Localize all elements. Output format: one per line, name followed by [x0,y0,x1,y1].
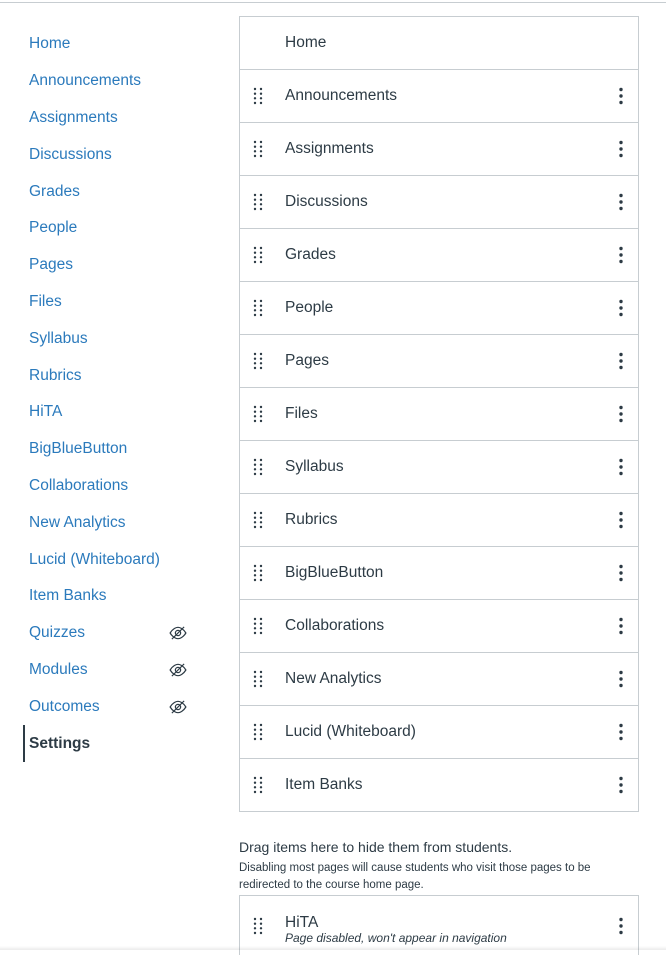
sidebar-item-label: Settings [29,734,91,752]
drag-handle-icon[interactable] [252,617,264,635]
sidebar-item-label: Quizzes [29,624,85,642]
drag-handle-icon[interactable] [252,246,264,264]
sidebar-item-label: People [29,219,78,237]
drag-handle-icon[interactable] [252,299,264,317]
drag-handle-icon[interactable] [252,87,264,105]
nav-config-label: Collaborations [285,617,385,634]
nav-config-label: Assignments [285,140,374,157]
nav-config-row-bigbluebutton[interactable] [240,547,638,600]
drag-handle-icon[interactable] [252,511,264,529]
sidebar-item-lucid-whiteboard[interactable] [0,541,205,578]
course-navigation [0,26,205,762]
sidebar-item-assignments[interactable] [0,100,205,137]
drag-handle-icon[interactable] [252,670,264,688]
nav-config-row-item-banks[interactable] [240,759,638,812]
sidebar-item-outcomes[interactable] [0,688,205,725]
top-divider [0,2,666,3]
sidebar-item-label: Announcements [29,72,142,90]
nav-config-row-syllabus[interactable] [240,441,638,494]
kebab-menu-icon[interactable] [616,510,626,530]
bottom-shadow [0,946,666,950]
enabled-nav-list [239,16,639,812]
sidebar-item-label: Outcomes [29,697,100,715]
sidebar-item-modules[interactable] [0,652,205,689]
kebab-menu-icon[interactable] [616,404,626,424]
nav-config-label: People [285,299,334,316]
sidebar-item-new-analytics[interactable] [0,504,205,541]
kebab-menu-icon[interactable] [616,351,626,371]
kebab-menu-icon[interactable] [616,245,626,265]
nav-config-label: Announcements [285,87,398,104]
eye-slash-icon [169,663,187,677]
nav-config-row-assignments[interactable] [240,123,638,176]
sidebar-item-label: Grades [29,182,80,200]
sidebar-item-hita[interactable] [0,394,205,431]
nav-config-row-announcements[interactable] [240,70,638,123]
sidebar-item-home[interactable] [0,26,205,63]
sidebar-item-label: BigBlueButton [29,440,128,458]
disabled-item-label: HiTA [285,914,319,931]
nav-config-label: Syllabus [285,458,344,475]
nav-config-label: Pages [285,352,329,369]
sidebar-item-label: Assignments [29,108,118,126]
nav-config-label: Discussions [285,193,368,210]
sidebar-item-syllabus[interactable] [0,320,205,357]
disabled-item-note: Page disabled, won't appear in navigation [285,931,507,945]
sidebar-item-discussions[interactable] [0,136,205,173]
nav-config-row-files[interactable] [240,388,638,441]
sidebar-item-rubrics[interactable] [0,357,205,394]
nav-config-label: BigBlueButton [285,564,384,581]
sidebar-item-label: New Analytics [29,513,126,531]
kebab-menu-icon[interactable] [616,669,626,689]
sidebar-item-grades[interactable] [0,173,205,210]
hidden-items-note: Disabling most pages will cause students who visit those pages to be redirected to the course home page. [239,862,591,891]
drag-handle-icon[interactable] [252,405,264,423]
sidebar-item-item-banks[interactable] [0,578,205,615]
hidden-items-instructions [239,838,639,894]
nav-config-label: Files [285,405,318,422]
sidebar-item-settings[interactable] [0,725,205,762]
sidebar-item-pages[interactable] [0,247,205,284]
drag-handle-icon[interactable] [252,917,264,935]
drag-handle-icon[interactable] [252,776,264,794]
kebab-menu-icon[interactable] [616,86,626,106]
nav-config-row-grades[interactable] [240,229,638,282]
kebab-menu-icon[interactable] [616,563,626,583]
drag-handle-icon[interactable] [252,458,264,476]
eye-slash-icon [169,700,187,714]
nav-config-row-lucid-whiteboard[interactable] [240,706,638,759]
nav-config-row-new-analytics[interactable] [240,653,638,706]
sidebar-item-announcements[interactable] [0,63,205,100]
drag-handle-icon[interactable] [252,140,264,158]
kebab-menu-icon[interactable] [616,192,626,212]
sidebar-item-people[interactable] [0,210,205,247]
nav-config-row-home [240,17,638,70]
nav-config-label: New Analytics [285,670,382,687]
kebab-menu-icon[interactable] [616,616,626,636]
drag-handle-icon[interactable] [252,352,264,370]
sidebar-item-label: Lucid (Whiteboard) [29,550,160,568]
nav-config-row-discussions[interactable] [240,176,638,229]
sidebar-item-quizzes[interactable] [0,615,205,652]
eye-slash-icon [169,626,187,640]
kebab-menu-icon[interactable] [616,722,626,742]
sidebar-item-label: Discussions [29,145,112,163]
sidebar-item-label: Syllabus [29,329,88,347]
sidebar-item-label: Item Banks [29,587,107,605]
nav-config-label: Item Banks [285,776,363,793]
nav-config-label: Grades [285,246,336,263]
drag-handle-icon[interactable] [252,564,264,582]
kebab-menu-icon[interactable] [616,139,626,159]
drag-handle-icon[interactable] [252,723,264,741]
sidebar-item-label: Collaborations [29,476,129,494]
drag-handle-icon[interactable] [252,193,264,211]
nav-config-label: Rubrics [285,511,338,528]
sidebar-item-files[interactable] [0,284,205,321]
kebab-menu-icon[interactable] [616,298,626,318]
sidebar-item-label: Pages [29,256,73,274]
nav-config-row-pages[interactable] [240,335,638,388]
sidebar-item-label: Home [29,35,71,53]
sidebar-item-label: HiTA [29,403,63,421]
kebab-menu-icon[interactable] [616,775,626,795]
sidebar-item-label: Rubrics [29,366,82,384]
kebab-menu-icon[interactable] [616,916,626,936]
nav-config-label: Home [285,34,327,51]
sidebar-item-bigbluebutton[interactable] [0,431,205,468]
nav-config-row-collaborations[interactable] [240,600,638,653]
nav-config-row-people[interactable] [240,282,638,335]
sidebar-item-label: Files [29,292,62,310]
sidebar-item-collaborations[interactable] [0,468,205,505]
nav-config-row-rubrics[interactable] [240,494,638,547]
sidebar-item-label: Modules [29,660,88,678]
kebab-menu-icon[interactable] [616,457,626,477]
hidden-items-title: Drag items here to hide them from students. [239,839,513,855]
nav-config-label: Lucid (Whiteboard) [285,723,416,740]
